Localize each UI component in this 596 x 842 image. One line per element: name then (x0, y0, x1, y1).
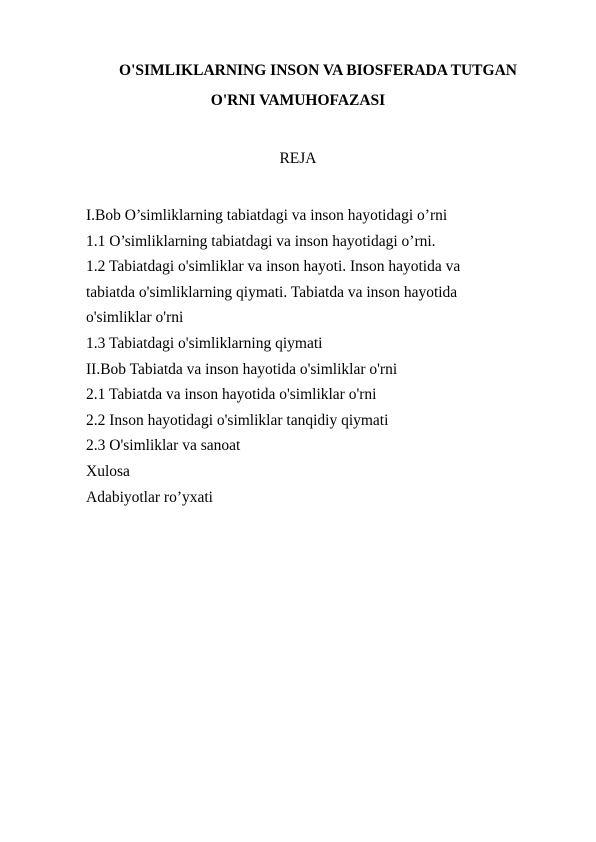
toc-line: 2.3 O'simliklar va sanoat (86, 437, 241, 455)
table-of-contents (86, 207, 556, 514)
toc-line: 2.2 Inson hayotidagi o'simliklar tanqidiy qiymati (86, 411, 389, 429)
toc-line: o'simliklar o'rni (86, 309, 184, 327)
toc-line: 1.2 Tabiatdagi o'simliklar va inson hayoti. Inson hayotida va (86, 258, 461, 276)
toc-line: Adabiyotlar ro’yxati (86, 488, 213, 506)
toc-line: 2.1 Tabiatda va inson hayotida o'simliklar o'rni (86, 386, 377, 404)
toc-line: I.Bob O’simliklarning tabiatdagi va inson hayotidagi o’rni (86, 207, 448, 224)
toc-line: tabiatda o'simliklarning qiymati. Tabiatda va inson hayotida (86, 283, 458, 301)
document-title-line-2: O'RNI VAMUHOFAZASI (210, 92, 386, 109)
plan-heading: REJA (279, 150, 317, 167)
document-title-line-1: O'SIMLIKLARNING INSON VA BIOSFERADA TUTGAN (119, 62, 517, 79)
toc-line: 1.1 O’simliklarning tabiatdagi va inson hayotidagi o’rni. (86, 232, 436, 250)
toc-line: II.Bob Tabiatda va inson hayotida o'simliklar o'rni (86, 360, 398, 378)
toc-line: 1.3 Tabiatdagi o'simliklarning qiymati (86, 334, 323, 352)
toc-line: Xulosa (86, 462, 130, 480)
